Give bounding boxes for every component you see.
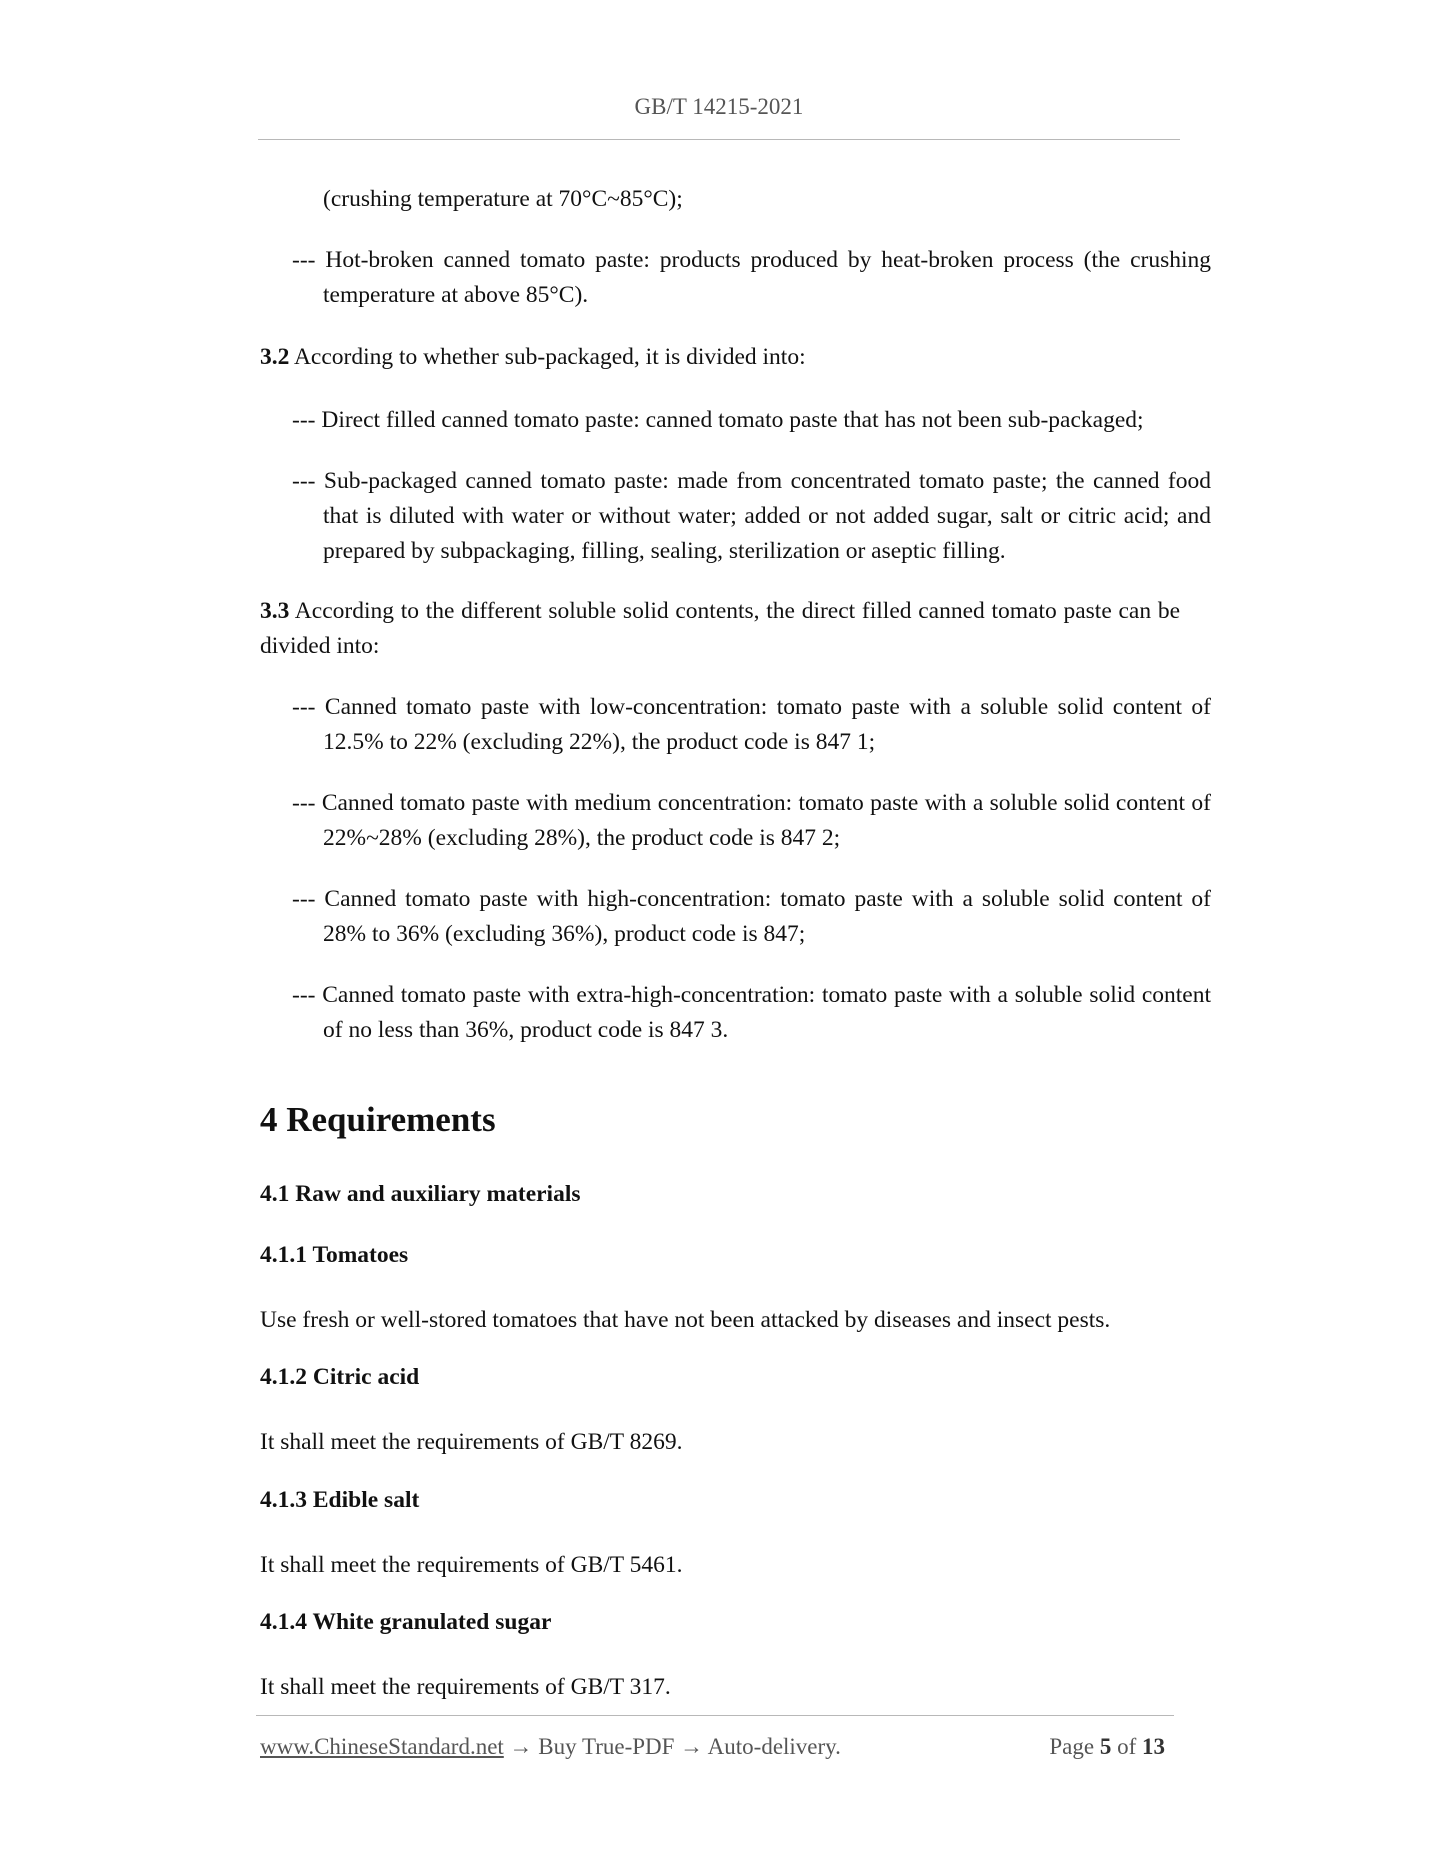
clause-heading-4-1-2: 4.1.2 Citric acid <box>260 1364 420 1390</box>
list-item-hot-broken: --- Hot-broken canned tomato paste: products produced by heat-broken process (the crushing temperature at above 85°C). <box>292 247 1211 308</box>
page-total: 13 <box>1142 1734 1165 1759</box>
clause-text-4-1-3: It shall meet the requirements of GB/T 5461. <box>260 1552 683 1578</box>
clause-text-4-1-2: It shall meet the requirements of GB/T 8269. <box>260 1429 683 1455</box>
clause-heading-4-1-1: 4.1.1 Tomatoes <box>260 1242 409 1268</box>
subsection-heading-4-1: 4.1 Raw and auxiliary materials <box>260 1181 581 1207</box>
clause-text: According to whether sub-packaged, it is divided into: <box>289 344 806 370</box>
list-item: --- Sub-packaged canned tomato paste: made from concentrated tomato paste; the canned food that is diluted with water or without water; added or not added sugar, salt or citric acid; and prepared by subpackaging, filling, sealing, sterilization or aseptic filling. <box>292 468 1211 564</box>
of-label: of <box>1117 1734 1137 1759</box>
page-current: 5 <box>1099 1734 1112 1759</box>
clause-heading-4-1-3: 4.1.3 Edible salt <box>260 1487 420 1513</box>
list-item: --- Canned tomato paste with extra-high-concentration: tomato paste with a soluble solid content of no less than 36%, product code is 847 3. <box>292 982 1211 1043</box>
website-link[interactable]: www.ChineseStandard.net <box>260 1734 504 1759</box>
footer-promo-text: → Buy True-PDF → Auto-delivery. <box>503 1734 841 1759</box>
list-item: --- Canned tomato paste with medium concentration: tomato paste with a soluble solid content of 22%~28% (excluding 28%), the product code is 847 2; <box>292 790 1211 851</box>
header-divider <box>258 139 1180 140</box>
section-heading-4: 4 Requirements <box>260 1100 496 1139</box>
continuation-text: (crushing temperature at 70°C~85°C); <box>323 186 683 212</box>
list-item: --- Canned tomato paste with low-concentration: tomato paste with a soluble solid content of 12.5% to 22% (excluding 22%), the product code is 847 1; <box>292 694 1211 755</box>
clause-number: 3.3 <box>260 598 290 624</box>
clause-number: 3.2 <box>260 344 290 370</box>
list-item: --- Canned tomato paste with high-concentration: tomato paste with a soluble solid content of 28% to 36% (excluding 36%), product code is 847; <box>292 886 1211 947</box>
footer-divider <box>256 1715 1174 1716</box>
footer-promo <box>260 1734 841 1760</box>
clause-text-4-1-1: Use fresh or well-stored tomatoes that have not been attacked by diseases and insect pests. <box>260 1307 1111 1333</box>
document-header-title: GB/T 14215-2021 <box>634 94 804 119</box>
clause-text: According to the different soluble solid contents, the direct filled canned tomato paste can be divided into: <box>260 598 1180 659</box>
page-label: Page <box>1049 1734 1095 1759</box>
clause-heading-4-1-4: 4.1.4 White granulated sugar <box>260 1609 552 1635</box>
clause-3-3 <box>260 594 1180 664</box>
page-indicator <box>1049 1734 1165 1760</box>
clause-3-2 <box>260 340 1180 375</box>
list-item: --- Direct filled canned tomato paste: canned tomato paste that has not been sub-packaged; <box>292 407 1144 433</box>
clause-text-4-1-4: It shall meet the requirements of GB/T 317. <box>260 1674 671 1700</box>
